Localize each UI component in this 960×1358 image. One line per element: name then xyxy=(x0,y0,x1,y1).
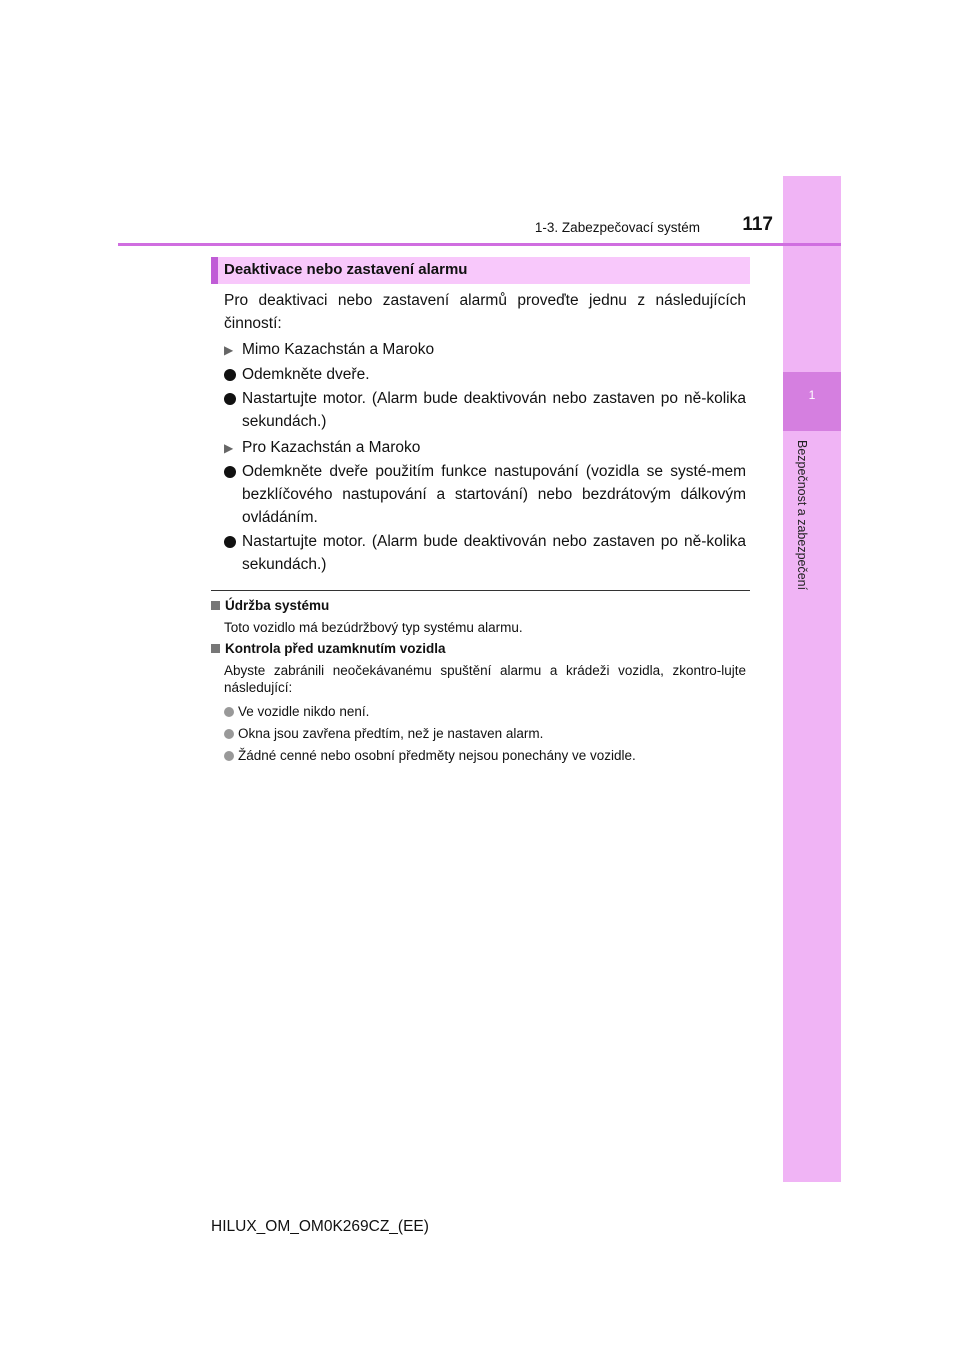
document-code: HILUX_OM_OM0K269CZ_(EE) xyxy=(211,1218,429,1235)
note-list-item xyxy=(224,703,369,720)
list-item-text: Odemkněte dveře. xyxy=(242,366,370,383)
page-number: 117 xyxy=(742,214,773,235)
list-item-text: Odemkněte dveře použitím funkce nastupování (vozidla se systé-mem bezklíčového nastupování a startování) nebo bezdrátovým dálkovým ovládáním. xyxy=(242,463,746,526)
list-item xyxy=(224,387,746,433)
triangle-right-icon: ▶ xyxy=(224,343,234,357)
bullet-icon xyxy=(224,393,236,405)
bullet-icon xyxy=(224,466,236,478)
list-item-text: Nastartujte motor. (Alarm bude deaktivován nebo zastaven po ně-kolika sekundách.) xyxy=(242,533,746,573)
chapter-number: 1 xyxy=(808,388,816,402)
bullet-icon xyxy=(224,369,236,381)
chapter-title: Bezpečnost a zabezpečení xyxy=(795,440,809,591)
triangle-right-icon: ▶ xyxy=(224,441,234,455)
group-label-text: Mimo Kazachstán a Maroko xyxy=(242,341,435,358)
note-list-item xyxy=(224,747,636,764)
bullet-icon xyxy=(224,707,234,717)
note-text: Abyste zabránili neočekávanému spuštění alarmu a krádeži vozidla, zkontro-lujte následující: xyxy=(224,663,746,695)
note-title: Kontrola před uzamknutím vozidla xyxy=(225,641,446,656)
bullet-icon xyxy=(224,536,236,548)
note-list-item-text: Žádné cenné nebo osobní předměty nejsou ponechány ve vozidle. xyxy=(238,748,636,763)
group-label xyxy=(224,338,434,362)
group-label xyxy=(224,436,420,460)
bullet-icon xyxy=(224,729,234,739)
list-item xyxy=(224,530,746,576)
note-heading xyxy=(211,598,329,613)
header-rule xyxy=(118,243,841,246)
note-list-item-text: Ve vozidle nikdo není. xyxy=(238,704,370,719)
list-item xyxy=(224,363,746,386)
section-heading-accent xyxy=(211,257,218,284)
section-intro: Pro deaktivaci nebo zastavení alarmů proveďte jednu z následujících činností: xyxy=(224,292,746,332)
note-list-item-text: Okna jsou zavřena předtím, než je nastaven alarm. xyxy=(238,726,544,741)
chapter-side-tab xyxy=(783,176,841,1182)
section-title: Deaktivace nebo zastavení alarmu xyxy=(224,261,468,278)
running-header-section: 1-3. Zabezpečovací systém xyxy=(534,220,700,235)
list-item xyxy=(224,460,746,529)
bullet-icon xyxy=(224,751,234,761)
square-bullet-icon xyxy=(211,644,220,653)
group-label-text: Pro Kazachstán a Maroko xyxy=(242,439,421,456)
list-item-text: Nastartujte motor. (Alarm bude deaktivován nebo zastaven po ně-kolika sekundách.) xyxy=(242,390,746,430)
note-heading xyxy=(211,641,446,656)
note-text: Toto vozidlo má bezúdržbový typ systému alarmu. xyxy=(224,620,523,635)
note-title: Údržba systému xyxy=(225,598,330,613)
section-divider xyxy=(211,590,750,591)
square-bullet-icon xyxy=(211,601,220,610)
note-list-item xyxy=(224,725,543,742)
